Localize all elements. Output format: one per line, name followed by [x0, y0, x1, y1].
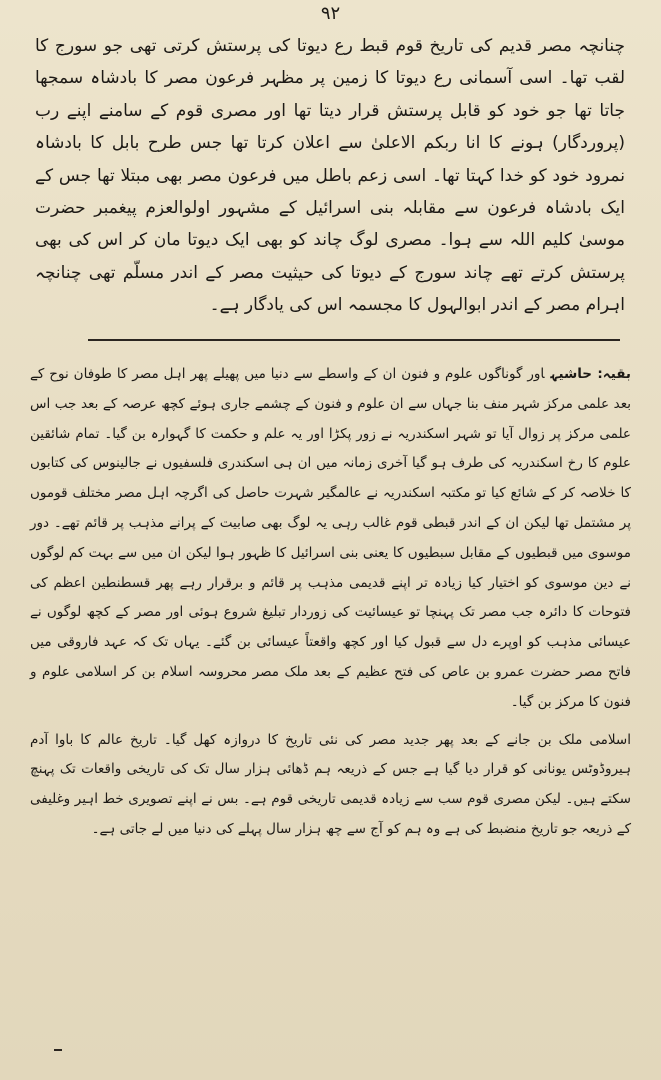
footnote-block [30, 360, 631, 845]
footnote-paragraph-1 [30, 360, 631, 718]
page-number: ۹۲ [320, 3, 341, 24]
footnote-paragraph-2: اسلامی ملک بن جانے کے بعد پھر جدید مصر کی نئی تاریخ کا دروازہ کھل گیا۔ تاریخ عالم کا باوا آدم ہیروڈوٹس یونانی کو قرار دیا گیا ہے جس کے ذریعہ ہم ڈھائی ہزار سال تک کی تاریخی واقعات تک پہنچ سکتے ہیں۔ لیکن مصری قوم سب سے زیادہ قدیمی تاریخی قوم ہے۔ بس نے اپنے تصویری خط اہیر وغلیفی کے ذریعہ جو تاریخ منضبط کی ہے وہ ہم کو آج سے چھ ہزار سال پہلے کی دنیا میں لے جاتی ہے۔ [30, 731, 631, 837]
main-text-block [35, 30, 625, 322]
main-paragraph: چنانچہ مصر قدیم کی تاریخ قوم قبط رع دیوتا کی پرستش کرتی تھی جو سورج کا لقب تھا۔ اسی آسمانی رع دیوتا کا زمین پر مظہر فرعون مصر کا بادشاہ سمجھا جاتا تھا جو خود کو قابل پرستش قرار دیتا تھا اور مصری قوم کے سامنے اپنے رب (پروردگار) ہونے کا انا ربکم الاعلیٰ سے اعلان کرتا تھا جس طرح بابل کا بادشاہ نمرود خود کو خدا کہتا تھا۔ اسی زعم باطل میں فرعون مصر بھی مبتلا تھا جس کے ایک بادشاہ فرعون سے مقابلہ بنی اسرائیل کے مشہور اولوالعزم پیغمبر حضرت موسیٰ کلیم اللہ سے ہوا۔ مصری لوگ چاند کو بھی ایک دیوتا مان کر اس کی بھی پرستش کرتے تھے چاند سورج کے دیوتا کی حیثیت مصر کے اندر مسلّم تھی چنانچہ اہرام مصر کے اندر ابوالہول کا مجسمہ اس کی یادگار ہے۔ [35, 36, 625, 316]
footnote-paragraph-1-text: اور گوناگوں علوم و فنون ان کے واسطے سے دنیا میں پھیلے پھر اہل مصر کا طوفان نوح کے بعد علمی مرکز شہر منف بنا جہاں سے ان علوم و فنون کے چشمے جاری ہوئے کچھ عرصہ کے بعد جب اس علمی مرکز پر زوال آیا تو شہر اسکندریہ نے زور پکڑا اور یہ علم و حکمت کا گہوارہ بن گیا۔ تمام شائقین علوم کا رخ اسکندریہ کی طرف ہو گیا آخری زمانہ میں ان ہی اسکندری فلسفیوں نے جالینوس کی کتابوں کا خلاصہ کر کے شائع کیا تو مکتبہ اسکندریہ نے عالمگیر شہرت حاصل کی اگرچہ اہل مصر مختلف قوموں پر مشتمل تھا لیکن ان کے اندر قبطی قوم غالب رہی یہ لوگ بھی صابیت کے پرانے مذہب پر قائم تھے۔ دور موسوی میں قبطیوں کے مقابل سبطیوں کا یعنی بنی اسرائیل کا ظہور ہوا لیکن ان میں سے بہت کم لوگوں نے دین موسوی کو اختیار کیا زیادہ تر اپنے قدیمی مذہب پر قائم و برقرار رہے پھر قسطنطین اعظم کی فتوحات کا دائرہ جب مصر تک پہنچا تو عیسائیت کی زوردار تبلیغ شروع ہوئی اور مصر کے کچھ لوگوں نے عیسائی مذہب کو اوپرے دل سے قبول کیا اور کچھ واقعتاً عیسائی بن گئے۔ یہاں تک کہ عہد فاروقی میں فاتح مصر حضرت عمرو بن عاص کی فتح عظیم کے بعد ملک مصر محروسہ اسلام بن کر اسلامی علوم و فنون کا مرکز بن گیا۔ [30, 366, 631, 710]
footnote-label: بقیہ: حاشیہ [550, 366, 631, 382]
footer-mark [54, 1049, 62, 1051]
footnote-divider [88, 339, 620, 341]
